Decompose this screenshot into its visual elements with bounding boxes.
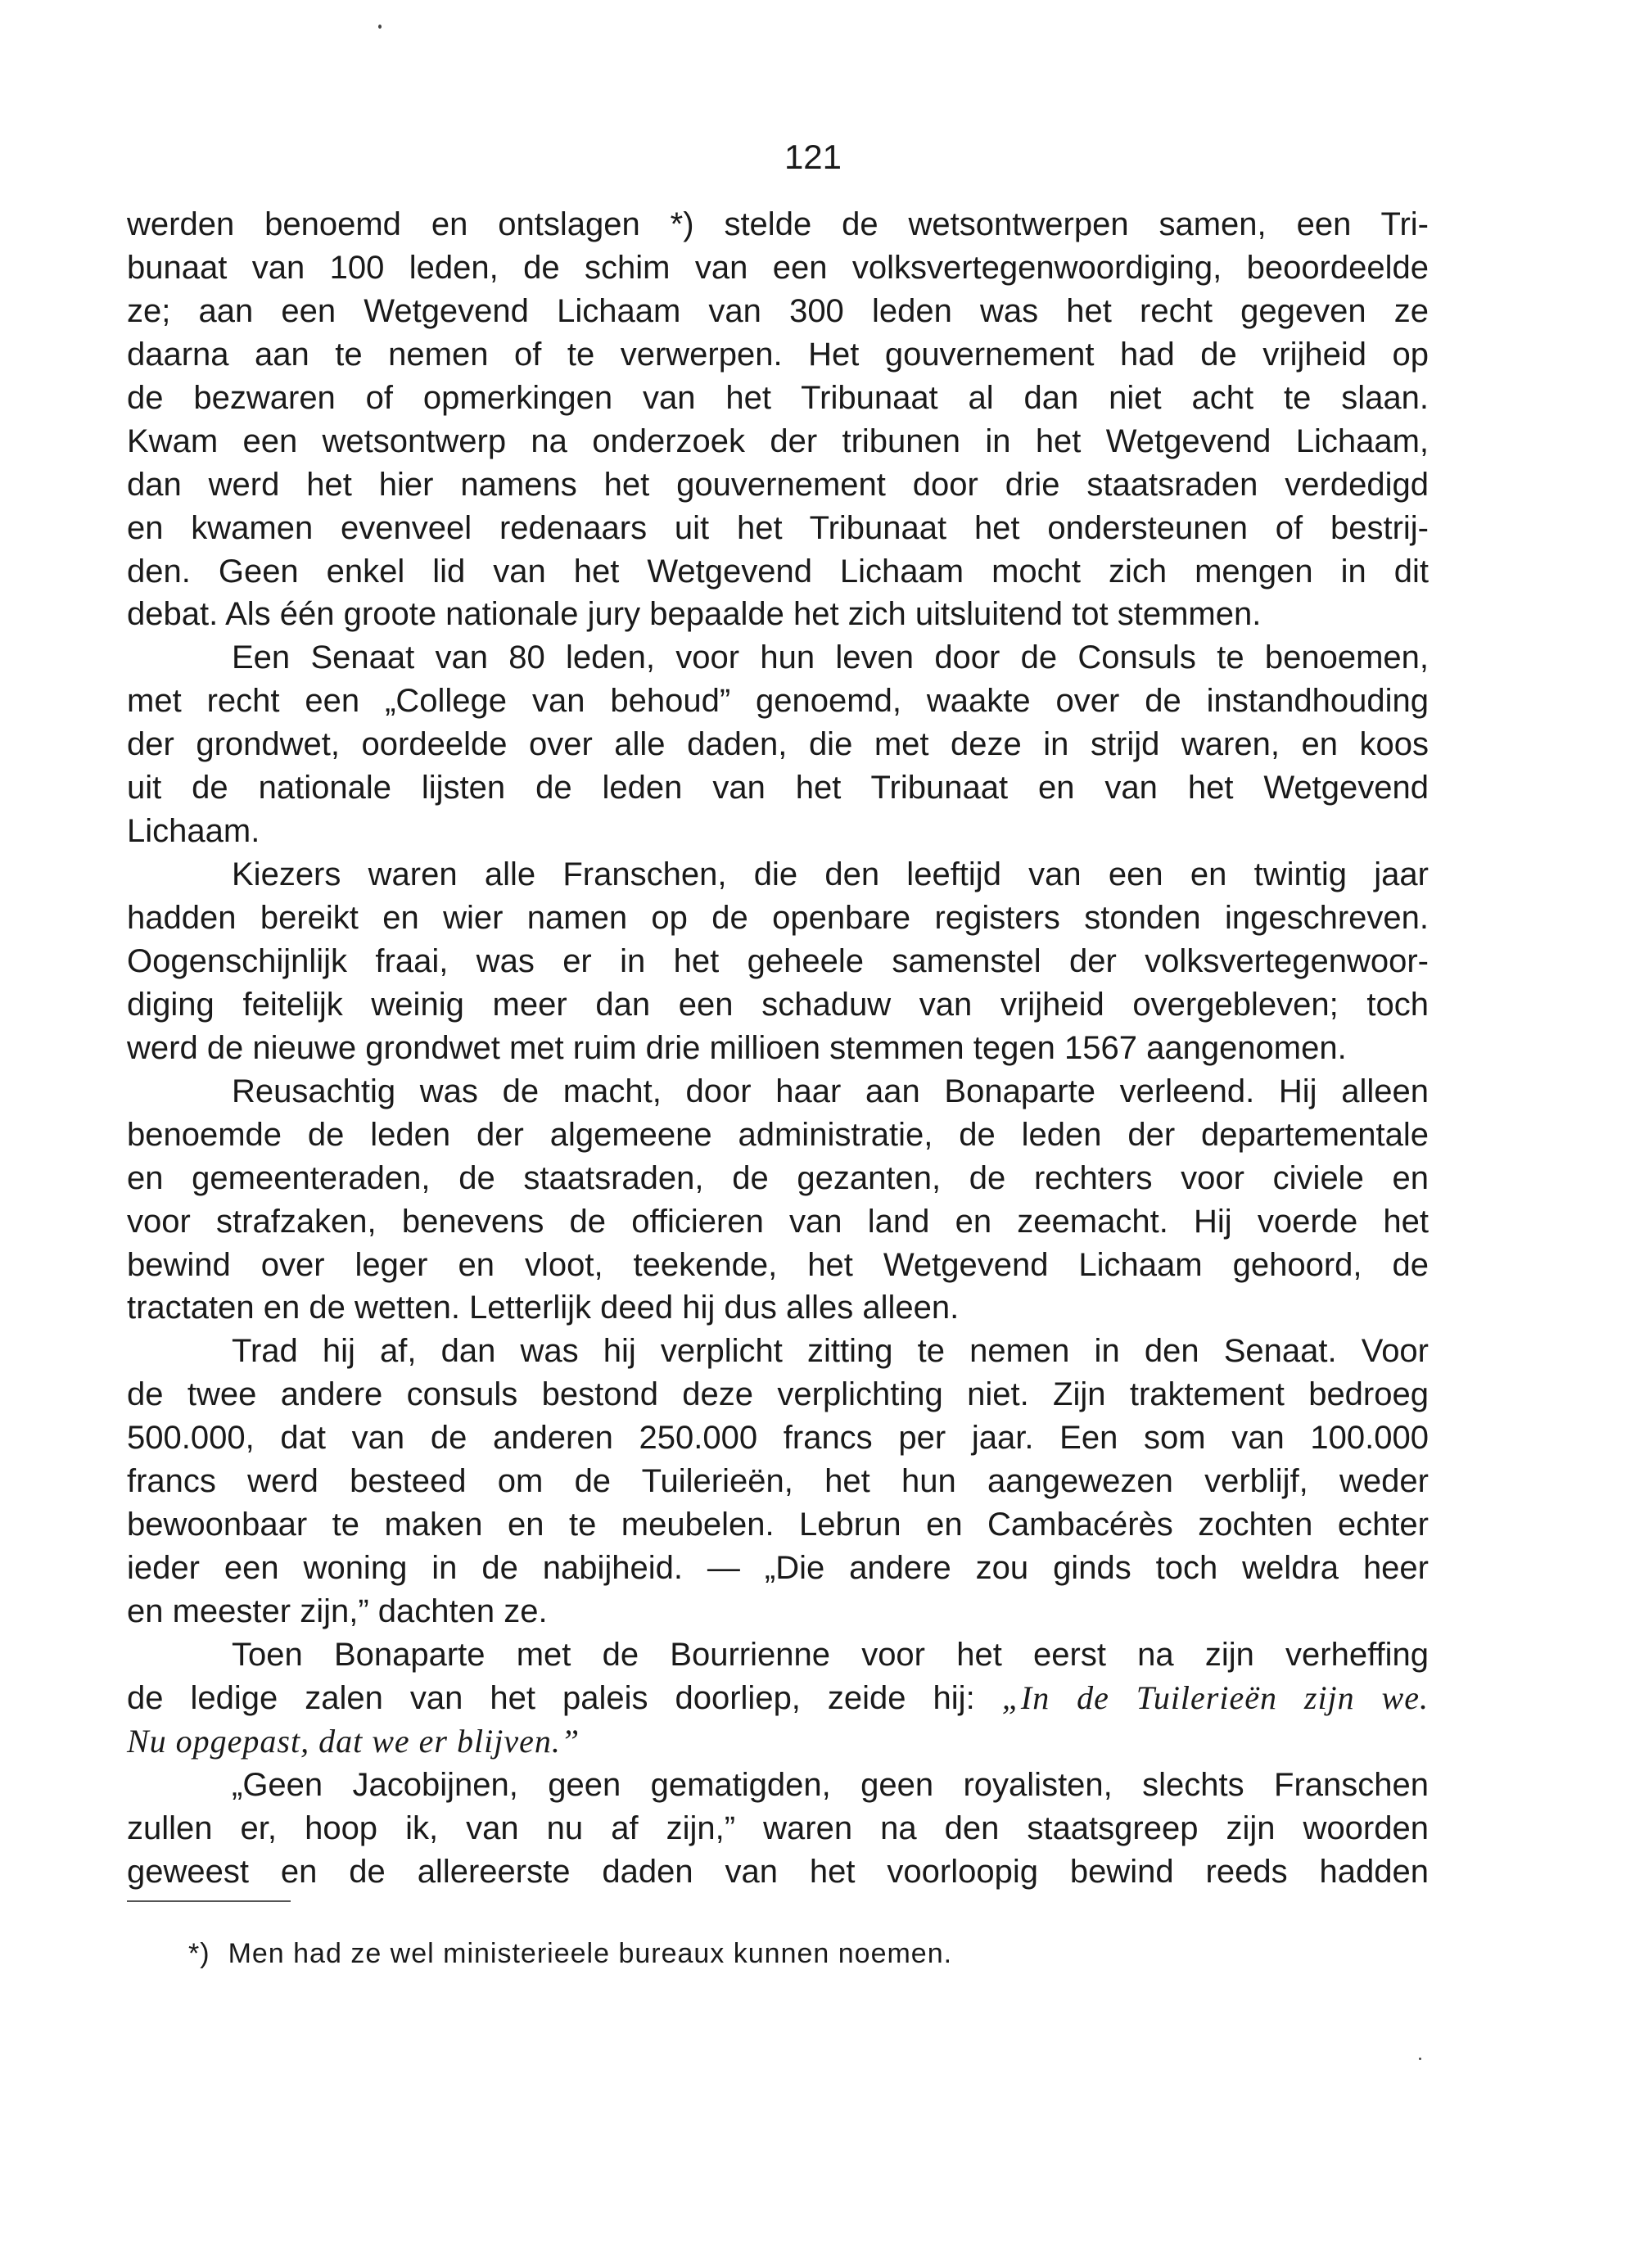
- text-segment: de ledige zalen van het paleis doorliep, zeide hij:: [127, 1679, 1002, 1716]
- text-line: [127, 1244, 1429, 1287]
- text-segment: bewoonbaar te maken en te meubelen. Lebrun en Cambacérès zochten echter: [127, 1507, 1429, 1543]
- text-line: [127, 246, 1429, 290]
- text-segment: bunaat van 100 leden, de schim van een volksvertegenwoordiging, beoordeelde: [127, 249, 1429, 286]
- text-line: [127, 1590, 1429, 1633]
- text-segment: francs werd besteed om de Tuilerieën, het hun aangewezen verblijf, weder: [127, 1463, 1429, 1500]
- text-segment: bewind over leger en vloot, teekende, het Wetgevend Lichaam gehoord, de: [127, 1246, 1429, 1283]
- text-line: [127, 1286, 1429, 1330]
- text-line: [127, 377, 1429, 420]
- italic-quote: Nu opgepast, dat we er blijven.”: [127, 1722, 580, 1760]
- text-segment: de twee andere consuls bestond deze verplichting niet. Zijn traktement bedroeg: [127, 1376, 1429, 1413]
- footnote-marker: *): [188, 1938, 210, 1969]
- text-segment: werd de nieuwe grondwet met ruim drie millioen stemmen tegen 1567 aangenomen.: [127, 1029, 1347, 1066]
- text-segment: diging feitelijk weinig meer dan een schaduw van vrijheid overgebleven; toch: [127, 986, 1429, 1023]
- text-segment: den. Geen enkel lid van het Wetgevend Lichaam mocht zich mengen in dit: [127, 553, 1429, 590]
- text-line: [127, 1027, 1429, 1070]
- text-segment: Kwam een wetsontwerp na onderzoek der tribunen in het Wetgevend Lichaam,: [127, 422, 1429, 459]
- text-segment: zullen er, hoop ik, van nu af zijn,” waren na den staatsgreep zijn woorden: [127, 1809, 1429, 1846]
- text-line: [127, 1200, 1429, 1244]
- text-line: [127, 1330, 1429, 1373]
- text-line: [127, 1416, 1429, 1460]
- text-line: [127, 766, 1429, 810]
- text-line: [127, 550, 1429, 594]
- italic-quote: „In de Tuilerieën zijn we.: [1001, 1678, 1429, 1716]
- text-segment: Lichaam.: [127, 813, 260, 850]
- text-line: [127, 1114, 1429, 1157]
- text-line: [127, 810, 1429, 853]
- text-line: [127, 507, 1429, 550]
- text-segment: en gemeenteraden, de staatsraden, de gezanten, de rechters voor civiele en: [127, 1159, 1429, 1196]
- text-line: [127, 680, 1429, 723]
- footnote: [188, 1937, 952, 1970]
- text-line: [127, 333, 1429, 377]
- text-segment: ze; aan een Wetgevend Lichaam van 300 leden was het recht gegeven ze: [127, 292, 1429, 329]
- text-line: [127, 463, 1429, 507]
- text-line: [127, 1547, 1429, 1590]
- text-line: [127, 1720, 1429, 1764]
- text-line: [127, 853, 1429, 897]
- text-line: [127, 897, 1429, 940]
- text-segment: daarna aan te nemen of te verwerpen. Het gouvernement had de vrijheid op: [127, 336, 1429, 373]
- text-line: [127, 940, 1429, 983]
- text-segment: geweest en de allereerste daden van het voorloopig bewind reeds hadden: [127, 1853, 1429, 1890]
- footnote-separator: [127, 1900, 291, 1902]
- text-line: [127, 1850, 1429, 1894]
- text-line: [127, 1807, 1429, 1850]
- text-segment: ieder een woning in de nabijheid. — „Die andere zou ginds toch weldra heer: [127, 1550, 1429, 1587]
- text-segment: der grondwet, oordeelde over alle daden, die met deze in strijd waren, en koos: [127, 726, 1429, 763]
- text-segment: en kwamen evenveel redenaars uit het Tribunaat het ondersteunen of bestrij-: [127, 509, 1429, 546]
- text-segment: tractaten en de wetten. Letterlijk deed hij dus alles alleen.: [127, 1290, 960, 1326]
- text-segment: Trad hij af, dan was hij verplicht zitting te nemen in den Senaat. Voor: [232, 1333, 1429, 1370]
- text-segment: Toen Bonaparte met de Bourrienne voor het eerst na zijn verheffing: [232, 1636, 1429, 1673]
- text-line: [127, 1460, 1429, 1503]
- text-line: [127, 1503, 1429, 1547]
- text-segment: „Geen Jacobijnen, geen gematigden, geen royalisten, slechts Franschen: [232, 1766, 1429, 1803]
- text-segment: dan werd het hier namens het gouvernement door drie staatsraden verdedigd: [127, 466, 1429, 503]
- text-line: [127, 636, 1429, 680]
- text-line: [127, 420, 1429, 463]
- text-segment: benoemde de leden der algemeene administratie, de leden der departementale: [127, 1116, 1429, 1153]
- text-line: [127, 1157, 1429, 1200]
- text-line: [127, 723, 1429, 766]
- text-line: [127, 1764, 1429, 1807]
- page-number: 121: [784, 138, 842, 176]
- footnote-text: Men had ze wel ministerieele bureaux kunnen noemen.: [228, 1938, 953, 1969]
- body-text: [127, 203, 1429, 1894]
- text-segment: met recht een „College van behoud” genoemd, waakte over de instandhouding: [127, 683, 1429, 720]
- text-segment: Kiezers waren alle Franschen, die den leeftijd van een en twintig jaar: [232, 856, 1429, 893]
- text-segment: werden benoemd en ontslagen *) stelde de wetsontwerpen samen, een Tri-: [127, 206, 1429, 242]
- text-line: [127, 593, 1429, 636]
- text-line: [127, 983, 1429, 1027]
- text-segment: Een Senaat van 80 leden, voor hun leven door de Consuls te benoemen,: [232, 639, 1429, 676]
- text-line: [127, 1070, 1429, 1114]
- print-speck: [1419, 2058, 1421, 2060]
- text-line: [127, 290, 1429, 333]
- text-line: [127, 1373, 1429, 1416]
- text-line: [127, 1633, 1429, 1677]
- text-segment: uit de nationale lijsten de leden van het Tribunaat en van het Wetgevend: [127, 770, 1429, 806]
- text-segment: debat. Als één groote nationale jury bepaalde het zich uitsluitend tot stemmen.: [127, 596, 1262, 633]
- text-segment: 500.000, dat van de anderen 250.000 francs per jaar. Een som van 100.000: [127, 1420, 1429, 1457]
- text-segment: en meester zijn,” dachten ze.: [127, 1593, 548, 1629]
- text-segment: hadden bereikt en wier namen op de openbare registers stonden ingeschreven.: [127, 900, 1429, 936]
- text-segment: de bezwaren of opmerkingen van het Tribunaat al dan niet acht te slaan.: [127, 379, 1429, 416]
- text-line: [127, 203, 1429, 246]
- text-segment: Reusachtig was de macht, door haar aan Bonaparte verleend. Hij alleen: [232, 1073, 1429, 1109]
- text-segment: Oogenschijnlijk fraai, was er in het geheele samenstel der volksvertegenwoor-: [127, 942, 1429, 979]
- print-speck: [378, 25, 382, 29]
- text-line: [127, 1677, 1429, 1720]
- text-segment: voor strafzaken, benevens de officieren van land en zeemacht. Hij voerde het: [127, 1203, 1429, 1240]
